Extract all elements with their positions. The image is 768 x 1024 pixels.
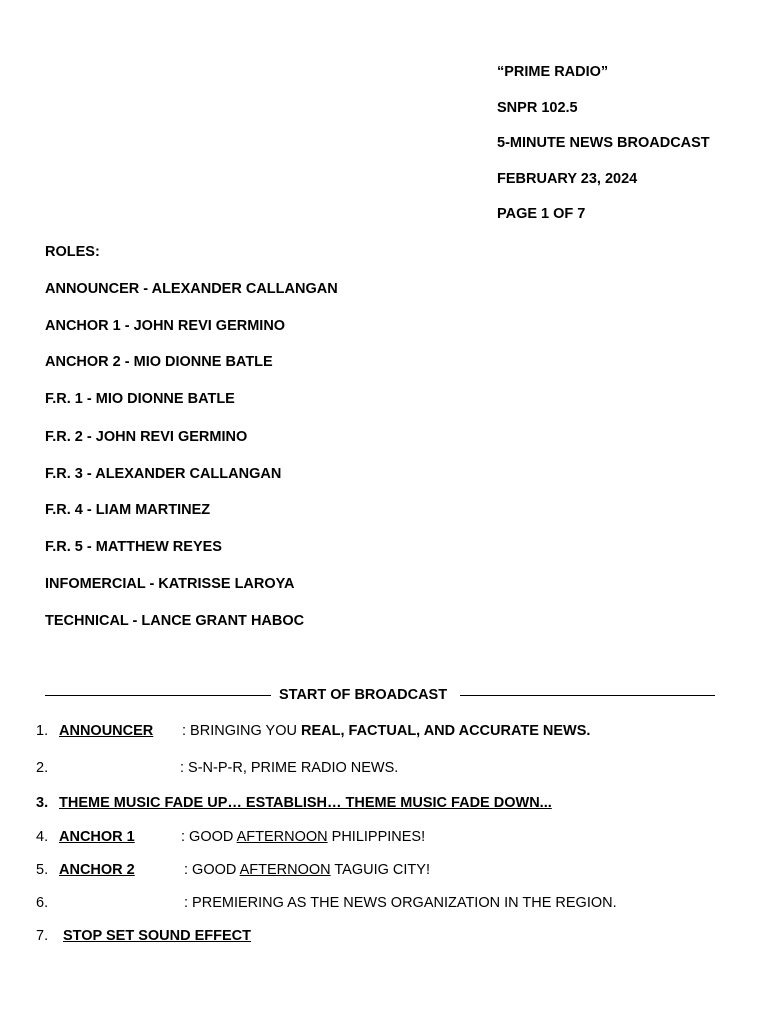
role-item: ANNOUNCER - ALEXANDER CALLANGAN — [45, 281, 338, 297]
line-text: : GOOD AFTERNOON PHILIPPINES! — [181, 829, 426, 845]
divider-rule-right — [460, 695, 715, 696]
role-item: F.R. 1 - MIO DIONNE BATLE — [45, 391, 235, 407]
role-item: TECHNICAL - LANCE GRANT HABOC — [45, 613, 305, 629]
line-number: 2. — [36, 760, 49, 776]
line-text: : S-N-P-R, PRIME RADIO NEWS. — [180, 760, 399, 776]
role-item: F.R. 3 - ALEXANDER CALLANGAN — [45, 466, 282, 482]
role-item: F.R. 2 - JOHN REVI GERMINO — [45, 429, 248, 445]
speaker-label: ANCHOR 2 — [59, 862, 135, 878]
line-number: 3. — [36, 795, 49, 811]
role-item: ANCHOR 2 - MIO DIONNE BATLE — [45, 354, 273, 370]
roles-heading: ROLES: — [45, 244, 100, 260]
speaker-label: ANNOUNCER — [59, 723, 154, 739]
line-number: 7. — [36, 928, 49, 944]
station-frequency: SNPR 102.5 — [497, 100, 578, 116]
line-text: : PREMIERING AS THE NEWS ORGANIZATION IN THE REGION. — [184, 895, 617, 911]
line-number: 5. — [36, 862, 49, 878]
role-item: F.R. 4 - LIAM MARTINEZ — [45, 502, 211, 518]
line-text: : BRINGING YOU REAL, FACTUAL, AND ACCURATE NEWS. — [182, 723, 591, 739]
broadcast-date: FEBRUARY 23, 2024 — [497, 171, 638, 187]
role-item: F.R. 5 - MATTHEW REYES — [45, 539, 222, 555]
line-number: 6. — [36, 895, 49, 911]
divider-label: START OF BROADCAST — [279, 687, 448, 703]
role-item: INFOMERCIAL - KATRISSE LAROYA — [45, 576, 295, 592]
station-name: “PRIME RADIO” — [497, 64, 609, 80]
divider-rule-left — [45, 695, 271, 696]
line-number: 1. — [36, 723, 49, 739]
role-item: ANCHOR 1 - JOHN REVI GERMINO — [45, 318, 286, 334]
broadcast-divider — [45, 687, 715, 703]
program-title: 5-MINUTE NEWS BROADCAST — [497, 135, 710, 151]
speaker-label: ANCHOR 1 — [59, 829, 135, 845]
production-directive: STOP SET SOUND EFFECT — [63, 928, 251, 944]
line-number: 4. — [36, 829, 49, 845]
line-text: : GOOD AFTERNOON TAGUIG CITY! — [184, 862, 430, 878]
production-directive: THEME MUSIC FADE UP… ESTABLISH… THEME MUSIC FADE DOWN... — [59, 795, 552, 811]
page-indicator: PAGE 1 OF 7 — [497, 206, 586, 222]
